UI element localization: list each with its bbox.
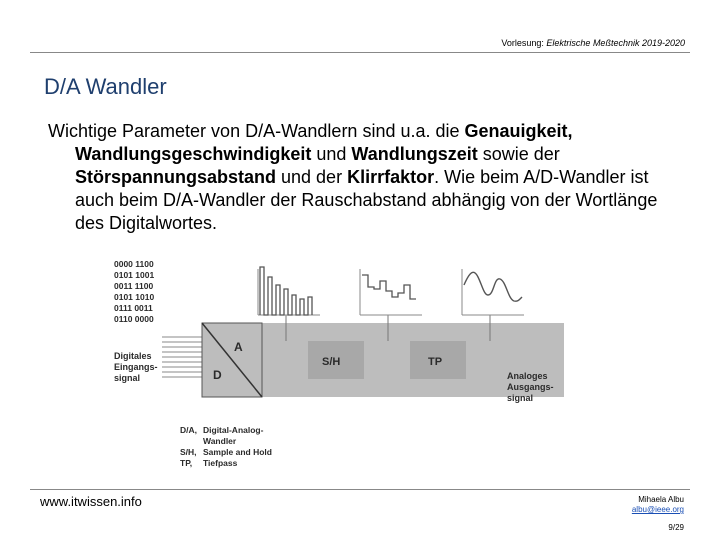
page-number: 9/29 [668, 523, 684, 532]
legend-text: Wandler [203, 436, 237, 446]
output-label [507, 371, 554, 403]
header-divider [30, 52, 690, 53]
output-label-line: Ausgangs- [507, 382, 554, 392]
diagram-svg [110, 255, 570, 475]
text-bold: Wandlungszeit [351, 144, 478, 164]
bit-row: 0111 0011 [114, 303, 153, 313]
waveform-analog-output [462, 269, 524, 315]
text-run: sowie der [477, 144, 560, 164]
tp-block-label: TP [428, 356, 443, 368]
legend [180, 425, 272, 468]
text-run: . Wie beim A/D-Wandler ist auch beim D/A-Wandler der Rauschabstand abhängig von der Wortlänge des Digitalwortes. [75, 167, 658, 233]
course-header [501, 38, 685, 48]
bit-pattern-rows [114, 259, 154, 324]
legend-abbr: D/A, [180, 425, 197, 435]
slide-title: D/A Wandler [44, 74, 167, 99]
text-run: und [311, 144, 352, 164]
author-name: Mihaela Albu [638, 495, 684, 504]
input-label-line: Eingangs- [114, 362, 158, 372]
bit-row: 0101 1001 [114, 270, 155, 280]
legend-text: Sample and Hold [203, 447, 272, 457]
legend-text: Tiefpass [203, 458, 238, 468]
author-email-link[interactable]: albu@ieee.org [631, 505, 684, 514]
input-label-line: Digitales [114, 351, 152, 361]
input-label [114, 351, 158, 383]
footer-source-url[interactable]: www.itwissen.info [40, 494, 142, 509]
legend-text: Digital-Analog- [203, 425, 264, 435]
text-bold: Klirrfaktor [347, 167, 435, 187]
footer-divider [30, 489, 690, 490]
text-run: und der [276, 167, 348, 187]
bit-row: 0000 1100 [114, 259, 154, 269]
da-block [202, 323, 262, 397]
sh-block-label: S/H [322, 356, 341, 368]
legend-abbr: S/H, [180, 447, 197, 457]
waveform-sample-hold [360, 269, 422, 315]
course-header-name: Elektrische Meßtechnik 2019-2020 [546, 38, 685, 48]
da-block-bottom-label: D [213, 368, 222, 382]
bit-row: 0011 1100 [114, 281, 154, 291]
output-label-line: signal [507, 393, 534, 403]
da-converter-diagram [110, 255, 570, 475]
waveform-da-output [258, 267, 320, 315]
course-header-prefix: Vorlesung: [501, 38, 547, 48]
input-label-line: signal [114, 373, 141, 383]
da-block-top-label: A [234, 340, 243, 354]
bit-row: 0110 0000 [114, 314, 154, 324]
text-bold: Störspannungsabstand [75, 167, 277, 187]
parallel-input-lines [162, 337, 202, 377]
text-bold: Genauigkeit, Wandlungsgeschwindigkeit [75, 121, 573, 164]
body-paragraph [48, 120, 688, 235]
footer-author-block [632, 495, 684, 515]
legend-abbr: TP, [180, 458, 193, 468]
output-label-line: Analoges [507, 371, 548, 381]
text-run: Wichtige Parameter von D/A-Wandlern sind u.a. die [48, 121, 465, 141]
bit-row: 0101 1010 [114, 292, 155, 302]
